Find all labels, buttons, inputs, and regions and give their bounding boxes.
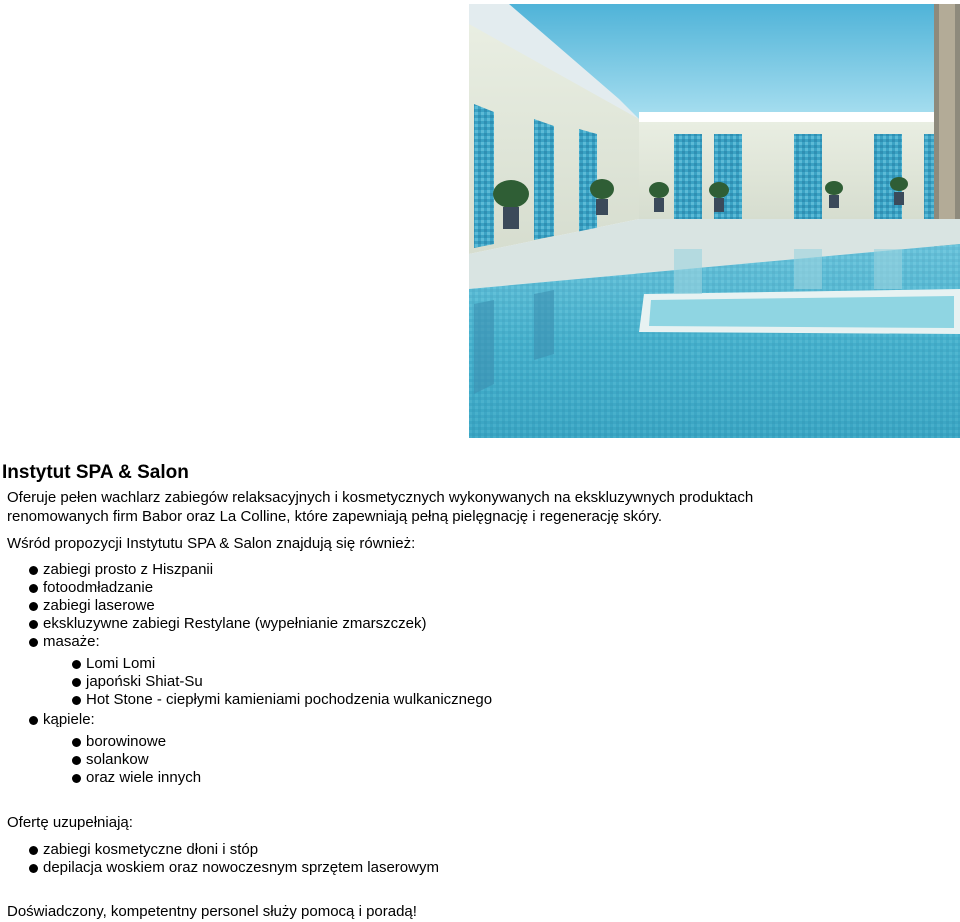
page-title: Instytut SPA & Salon xyxy=(2,462,189,483)
offer-list xyxy=(29,561,427,651)
pool-illustration xyxy=(469,4,960,438)
list-item: japoński Shiat-Su xyxy=(72,673,492,691)
baths-list xyxy=(72,733,201,787)
list-item: kąpiele: xyxy=(29,711,95,729)
massage-list xyxy=(72,655,492,709)
list-item: zabiegi kosmetyczne dłoni i stóp xyxy=(29,841,439,859)
list-item: depilacja woskiem oraz nowoczesnym sprzętem laserowym xyxy=(29,859,439,877)
list-item: ekskluzywne zabiegi Restylane (wypełnianie zmarszczek) xyxy=(29,615,427,633)
closing-text: Doświadczony, kompetentny personel służy pomocą i poradą! xyxy=(7,903,417,920)
list-item: zabiegi laserowe xyxy=(29,597,427,615)
list-item: Hot Stone - ciepłymi kamieniami pochodzenia wulkanicznego xyxy=(72,691,492,709)
list-item: zabiegi prosto z Hiszpanii xyxy=(29,561,427,579)
complement-intro: Ofertę uzupełniają: xyxy=(7,814,133,831)
intro-line-1: Oferuje pełen wachlarz zabiegów relaksacyjnych i kosmetycznych wykonywanych na ekskluzywnych produktach xyxy=(7,489,754,506)
complement-list xyxy=(29,841,439,877)
list-item: borowinowe xyxy=(72,733,201,751)
list-item: oraz wiele innych xyxy=(72,769,201,787)
list-item: solankow xyxy=(72,751,201,769)
baths-heading-list xyxy=(29,711,95,729)
list-item: Lomi Lomi xyxy=(72,655,492,673)
pool-photo xyxy=(469,4,960,438)
list-item: masaże: xyxy=(29,633,427,651)
intro-line-2: renomowanych firm Babor oraz La Colline, które zapewniają pełną pielęgnację i regenerację skóry. xyxy=(7,508,663,525)
list-item: fotoodmładzanie xyxy=(29,579,427,597)
intro-paragraph xyxy=(7,488,907,526)
offer-intro: Wśród propozycji Instytutu SPA & Salon znajdują się również: xyxy=(7,535,416,552)
